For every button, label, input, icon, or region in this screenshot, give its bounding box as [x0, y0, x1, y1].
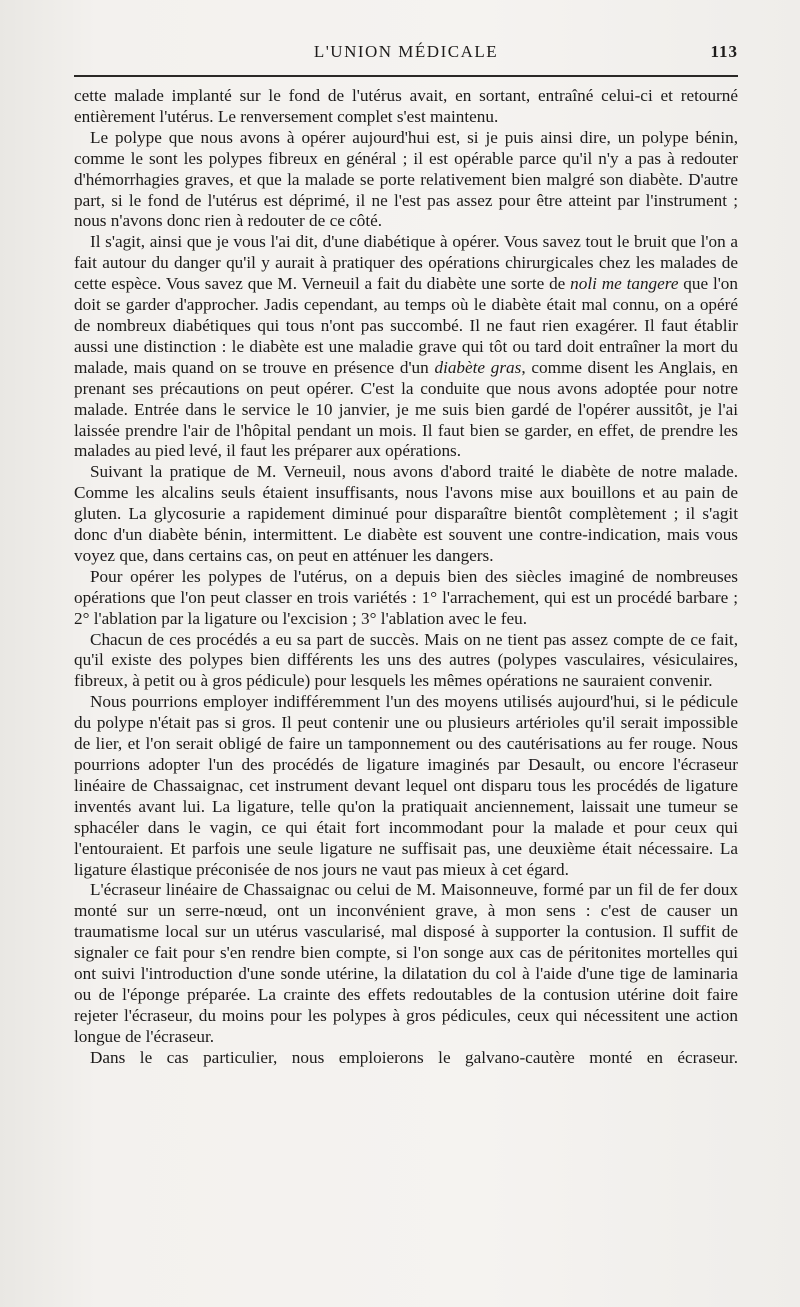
paragraph — [74, 692, 738, 880]
text-run: Le polype que nous avons à opérer aujourd'hui est, si je puis ainsi dire, un polype bénin, comme le sont les polypes fibreux en général ; il est opérable parce qu'il n'y a pas à redouter d'hémorrhagies graves, et que la malade se porte relativement bien malgré son diabète. D'autre part, si le fond de l'utérus est déprimé, il ne l'est pas assez pour être atteint par l'instrument ; nous n'avons donc rien à redouter de ce côté. — [74, 127, 738, 231]
body-text — [74, 86, 738, 1069]
text-run: L'écraseur linéaire de Chassaignac ou celui de M. Maisonneuve, formé par un fil de fer doux monté sur un serre-nœud, ont un inconvénient grave, à mon sens : c'est de causer un traumatisme local sur un utérus vascularisé, mal disposé à supporter la contusion. Il suffit de signaler ce fait pour s'en rendre bien compte, si l'on songe aux cas de péritonites mortelles qui ont suivi l'introduction d'une sonde utérine, la dilatation du col à l'aide d'une tige de laminaria ou de l'éponge préparée. La crainte des effets redoutables de la contusion utérine doit faire rejeter l'écraseur, du moins pour les polypes à gros pédicules, ceux qui nécessitent une action longue de l'écraseur. — [74, 880, 738, 1046]
text-run: que l'on doit se garder d'approcher. Jadis cependant, au temps où le diabète était mal connu, on a opéré de nombreux diabétiques qui tous n'ont pas succombé. Il ne faut rien exagérer. Il faut établir aussi une distinction : le diabète est une maladie grave qui tôt ou tard doit entraîner la mort du malade, mais quand on se trouve en présence d'un — [74, 274, 738, 377]
italic-phrase: noli me tangere — [570, 274, 679, 294]
paragraph — [74, 1048, 738, 1069]
text-run: Dans le cas particulier, nous emploierons le galvano-cautère monté en écraseur. — [90, 1047, 738, 1067]
paragraph — [74, 567, 738, 630]
text-run: Il s'agit, ainsi que je vous l'ai dit, d'une diabétique à opérer. Vous savez tout le bruit que l'on a fait autour du danger qu'il y aurait à pratiquer des opérations chirurgicales chez les malades de cette espèce. Vous savez que M. Verneuil a fait du diabète une sorte de — [74, 232, 738, 294]
page-header — [74, 42, 738, 72]
text-run: , comme disent les Anglais, en prenant ses précautions on peut opérer. C'est la conduite que nous avons adoptée pour notre malade. Entrée dans le service le 10 janvier, je me suis bien gardé de l'opérer aussitôt, je l'ai laissée prendre l'air de l'hôpital pendant un mois. Il faut bien se garder, en effet, de prendre les malades au pied levé, il faut les préparer aux opérations. — [74, 357, 738, 461]
paragraph — [74, 86, 738, 128]
paragraph — [74, 232, 738, 462]
text-run: Chacun de ces procédés a eu sa part de succès. Mais on ne tient pas assez compte de ce fait, qu'il existe des polypes bien différents les uns des autres (polypes vasculaires, vésiculaires, fibreux, à petit ou à gros pédicule) pour lesquels les mêmes opérations ne sauraient convenir. — [74, 629, 738, 691]
text-run: Pour opérer les polypes de l'utérus, on a depuis bien des siècles imaginé de nombreuses opérations que l'on peut classer en trois variétés : 1° l'arrachement, qui est un procédé barbare ; 2° l'ablation par la ligature ou l'excision ; 3° l'ablation avec le feu. — [74, 566, 738, 628]
paragraph — [74, 462, 738, 567]
text-run: cette malade implanté sur le fond de l'utérus avait, en sortant, entraîné celui-ci et retourné entièrement l'utérus. Le renversement complet s'est maintenu. — [74, 86, 738, 126]
paragraph — [74, 880, 738, 1047]
paragraph — [74, 630, 738, 693]
text-run: Suivant la pratique de M. Verneuil, nous avons d'abord traité le diabète de notre malade. Comme les alcalins seuls étaient insuffisants, nous l'avons mise aux bouillons et au pain de gluten. La glycosurie a rapidement diminué pour disparaître bientôt complètement ; il s'agit donc d'un diabète bénin, intermittent. Le diabète est souvent une contre-indication, mais vous voyez que, dans certains cas, on peut en atténuer les dangers. — [74, 462, 738, 565]
italic-phrase: diabète gras — [434, 357, 522, 377]
page-number: 113 — [710, 42, 738, 61]
header-rule — [74, 75, 738, 77]
paragraph — [74, 128, 738, 233]
running-head: L'UNION MÉDICALE — [313, 42, 499, 61]
text-run: Nous pourrions employer indifféremment l'un des moyens utilisés aujourd'hui, si le pédicule du polype n'était pas si gros. Il peut contenir une ou plusieurs artérioles qu'il serait impossible de lier, et l'on serait obligé de faire un tamponnement ou des cautérisations au fer rouge. Nous pourrions adopter l'un des procédés de ligature imaginés par Desault, ou encore l'écraseur linéaire de Chassaignac, cet instrument devant lequel ont disparu tous les procédés de ligature inventés avant lui. La ligature, telle qu'on la pratiquait anciennement, laissait une tumeur se sphacéler dans le vagin, ce qui était fort incommodant pour la malade et pour ceux qui l'entouraient. Et parfois une seule ligature ne suffisait pas, une deuxième était nécessaire. La ligature élastique préconisée de nos jours ne vaut pas mieux à cet égard. — [74, 692, 738, 879]
